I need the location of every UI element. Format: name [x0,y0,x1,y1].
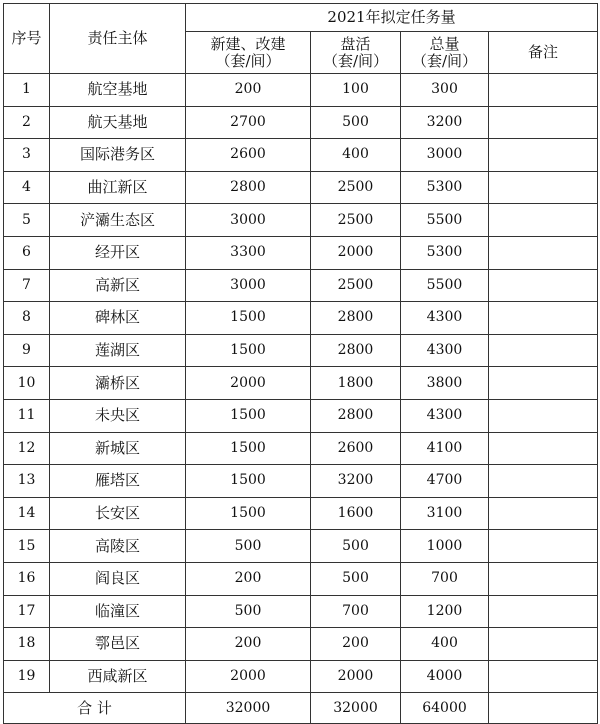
row-total: 5300 [401,171,489,204]
total-total: 64000 [401,693,489,724]
row-new-build: 1500 [186,465,311,498]
row-new-build: 2800 [186,171,311,204]
table-row [4,562,598,595]
row-new-build: 200 [186,628,311,661]
table-row [4,367,598,400]
row-revitalize: 2800 [311,399,401,432]
row-entity: 曲江新区 [50,171,186,204]
row-seq: 13 [4,465,50,498]
row-total: 1200 [401,595,489,628]
row-entity: 长安区 [50,497,186,530]
table-row [4,497,598,530]
row-total: 5300 [401,236,489,269]
row-remark [489,660,598,693]
table-row [4,269,598,302]
row-new-build: 500 [186,595,311,628]
row-remark [489,432,598,465]
row-entity: 灞桥区 [50,367,186,400]
header-seq: 序号 [4,4,50,74]
row-new-build: 1500 [186,399,311,432]
row-total: 4300 [401,399,489,432]
header-total [401,32,489,74]
row-revitalize: 400 [311,139,401,172]
row-remark [489,628,598,661]
row-entity: 莲湖区 [50,334,186,367]
row-total: 3800 [401,367,489,400]
row-entity: 阎良区 [50,562,186,595]
row-revitalize: 2000 [311,660,401,693]
table-row [4,171,598,204]
row-remark [489,269,598,302]
header-entity: 责任主体 [50,4,186,74]
row-new-build: 1500 [186,302,311,335]
total-row [4,693,598,724]
row-revitalize: 1600 [311,497,401,530]
row-revitalize: 100 [311,74,401,107]
total-label: 合 计 [4,693,186,724]
row-entity: 浐灞生态区 [50,204,186,237]
row-revitalize: 2800 [311,334,401,367]
row-remark [489,139,598,172]
row-revitalize: 3200 [311,465,401,498]
row-new-build: 1500 [186,334,311,367]
row-total: 4100 [401,432,489,465]
row-new-build: 2000 [186,660,311,693]
row-total: 1000 [401,530,489,563]
row-entity: 西咸新区 [50,660,186,693]
header-remark: 备注 [489,32,598,74]
row-total: 400 [401,628,489,661]
row-revitalize: 2600 [311,432,401,465]
row-new-build: 2700 [186,106,311,139]
row-revitalize: 2800 [311,302,401,335]
row-seq: 10 [4,367,50,400]
table-row [4,302,598,335]
row-revitalize: 1800 [311,367,401,400]
table-row [4,106,598,139]
row-remark [489,367,598,400]
row-remark [489,302,598,335]
row-new-build: 1500 [186,432,311,465]
row-total: 4300 [401,302,489,335]
header-new-build-unit: （套/间） [215,51,281,70]
row-revitalize: 700 [311,595,401,628]
row-seq: 4 [4,171,50,204]
table-row [4,465,598,498]
table-row [4,204,598,237]
row-revitalize: 2500 [311,269,401,302]
row-seq: 9 [4,334,50,367]
row-new-build: 2000 [186,367,311,400]
table-row [4,74,598,107]
row-entity: 航空基地 [50,74,186,107]
row-total: 700 [401,562,489,595]
row-revitalize: 200 [311,628,401,661]
row-remark [489,399,598,432]
total-revitalize: 32000 [311,693,401,724]
row-remark [489,171,598,204]
row-seq: 2 [4,106,50,139]
row-revitalize: 2500 [311,171,401,204]
row-total: 4000 [401,660,489,693]
row-revitalize: 500 [311,562,401,595]
row-seq: 17 [4,595,50,628]
row-revitalize: 500 [311,530,401,563]
row-new-build: 500 [186,530,311,563]
row-seq: 16 [4,562,50,595]
row-total: 4700 [401,465,489,498]
total-new-build: 32000 [186,693,311,724]
row-entity: 高陵区 [50,530,186,563]
row-entity: 高新区 [50,269,186,302]
row-remark [489,465,598,498]
row-remark [489,106,598,139]
table-row [4,628,598,661]
row-total: 4300 [401,334,489,367]
table-row [4,236,598,269]
row-total: 300 [401,74,489,107]
row-seq: 1 [4,74,50,107]
task-table [3,3,598,724]
row-remark [489,530,598,563]
row-revitalize: 2000 [311,236,401,269]
table-row [4,660,598,693]
row-total: 5500 [401,269,489,302]
table-row [4,432,598,465]
row-entity: 临潼区 [50,595,186,628]
row-remark [489,562,598,595]
row-entity: 碑林区 [50,302,186,335]
row-remark [489,236,598,269]
row-remark [489,204,598,237]
row-remark [489,595,598,628]
table-row [4,334,598,367]
row-new-build: 200 [186,562,311,595]
row-new-build: 3000 [186,269,311,302]
row-remark [489,334,598,367]
table-row [4,595,598,628]
row-seq: 8 [4,302,50,335]
row-seq: 3 [4,139,50,172]
row-entity: 鄠邑区 [50,628,186,661]
table-row [4,399,598,432]
row-total: 3000 [401,139,489,172]
row-seq: 18 [4,628,50,661]
row-total: 5500 [401,204,489,237]
row-new-build: 1500 [186,497,311,530]
row-new-build: 3000 [186,204,311,237]
row-new-build: 2600 [186,139,311,172]
row-entity: 未央区 [50,399,186,432]
row-entity: 新城区 [50,432,186,465]
header-revitalize [311,32,401,74]
row-remark [489,497,598,530]
header-total-unit: （套/间） [411,51,478,70]
row-seq: 7 [4,269,50,302]
table-row [4,530,598,563]
row-entity: 航天基地 [50,106,186,139]
row-revitalize: 2500 [311,204,401,237]
header-revitalize-label: 盘活 [340,34,371,53]
header-total-label: 总量 [429,34,460,53]
row-seq: 6 [4,236,50,269]
total-remark [489,693,598,724]
row-seq: 15 [4,530,50,563]
row-entity: 国际港务区 [50,139,186,172]
row-seq: 12 [4,432,50,465]
row-total: 3100 [401,497,489,530]
header-new-build [186,32,311,74]
table-row [4,139,598,172]
row-seq: 14 [4,497,50,530]
row-seq: 5 [4,204,50,237]
row-entity: 雁塔区 [50,465,186,498]
row-revitalize: 500 [311,106,401,139]
header-revitalize-unit: （套/间） [322,51,389,70]
row-entity: 经开区 [50,236,186,269]
row-seq: 11 [4,399,50,432]
table-body [4,74,598,693]
row-total: 3200 [401,106,489,139]
header-new-build-label: 新建、改建 [210,34,286,53]
row-seq: 19 [4,660,50,693]
row-remark [489,74,598,107]
header-group: 2021年拟定任务量 [186,4,598,32]
row-new-build: 3300 [186,236,311,269]
row-new-build: 200 [186,74,311,107]
